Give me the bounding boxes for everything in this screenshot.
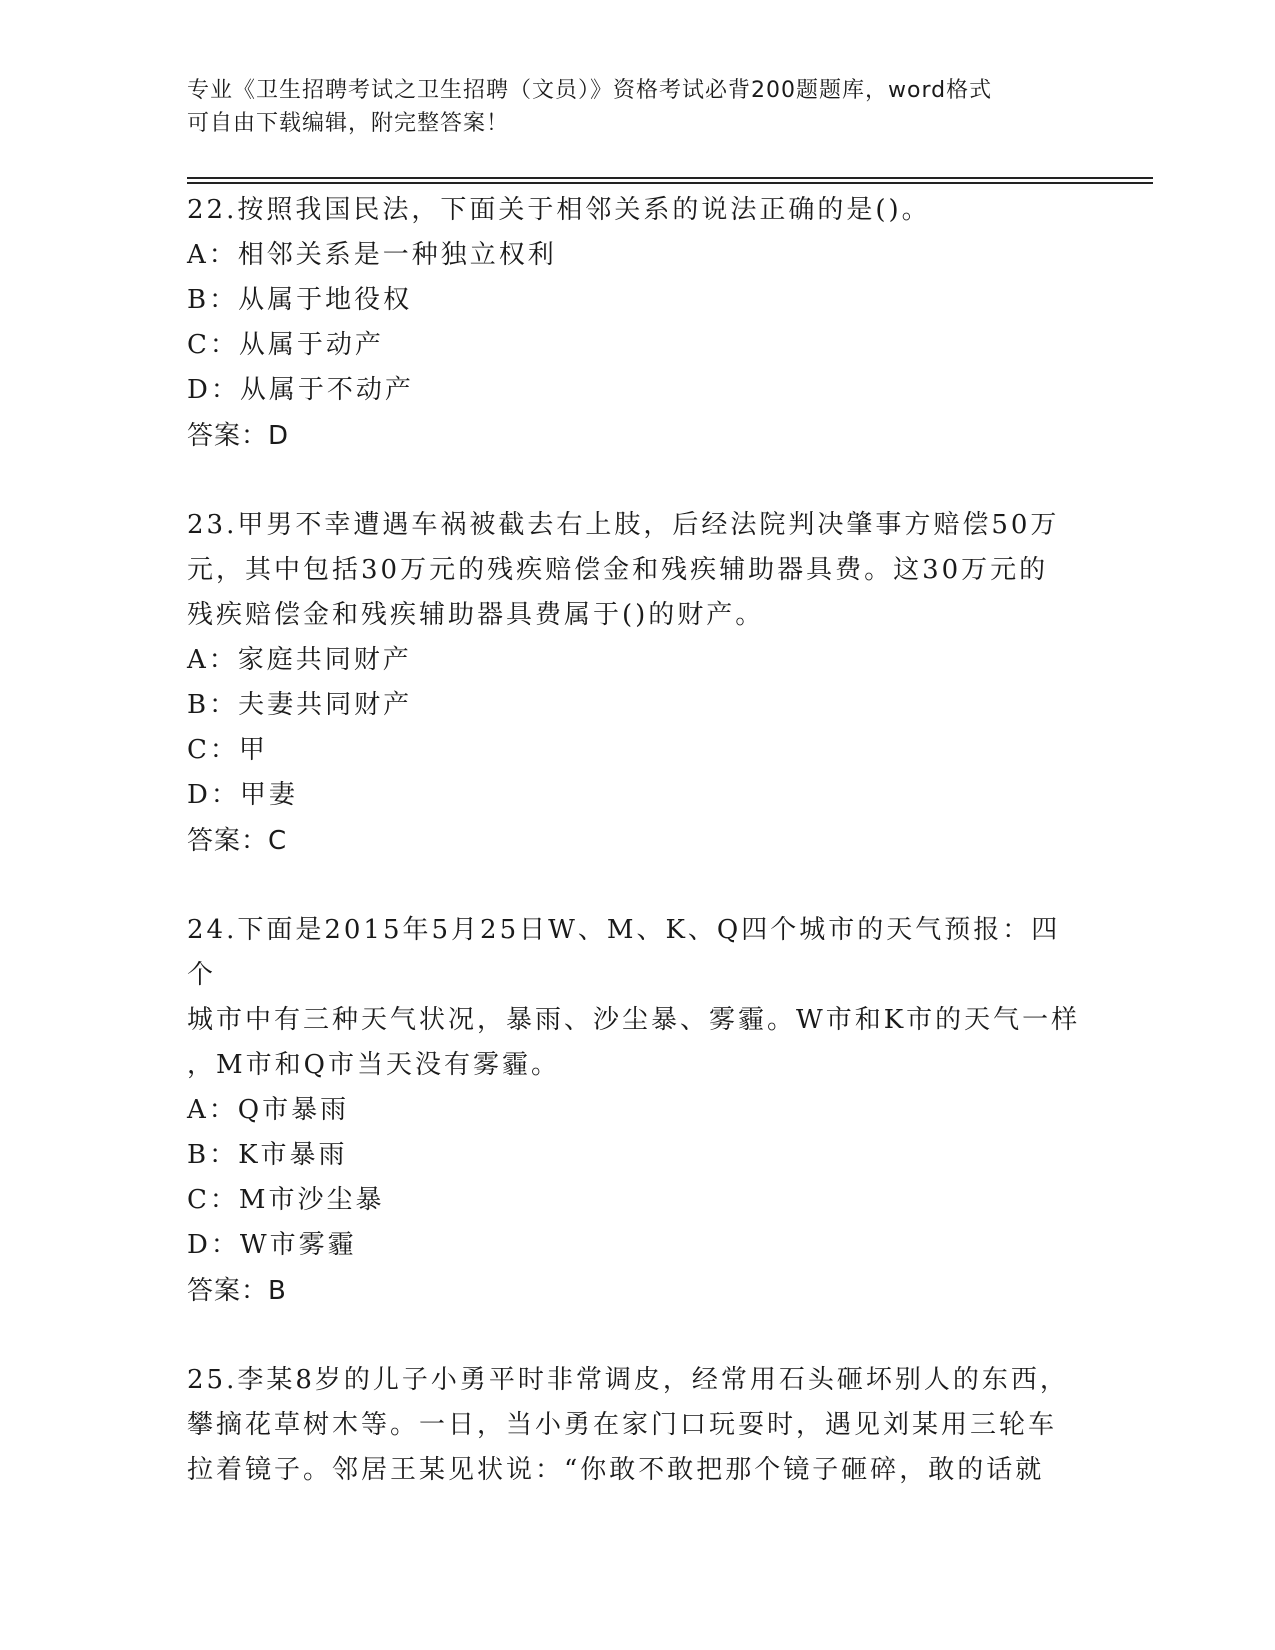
question-stem-line-2: 元，其中包括30万元的残疾赔偿金和残疾辅助器具费。这30万元的 xyxy=(187,555,1049,585)
question-stem-line-2: 攀摘花草树木等。一日，当小勇在家门口玩耍时，遇见刘某用三轮车 xyxy=(187,1410,1058,1440)
question-stem-line-2: 城市中有三种天气状况，暴雨、沙尘暴、雾霾。W市和K市的天气一样 xyxy=(187,1005,1081,1035)
option-c: C：从属于动产 xyxy=(187,330,384,360)
question-23 xyxy=(187,503,1087,864)
option-d: D：W市雾霾 xyxy=(187,1230,357,1260)
answer-value: C xyxy=(268,826,288,856)
option-d: D：从属于不动产 xyxy=(187,375,414,405)
header-line-2: 可自由下载编辑，附完整答案！ xyxy=(187,111,510,136)
option-b: B：从属于地役权 xyxy=(187,285,413,315)
answer-label: 答案： xyxy=(187,1276,269,1306)
option-b: B：K市暴雨 xyxy=(187,1140,348,1170)
header-line-1: 专业《卫生招聘考试之卫生招聘（文员）》资格考试必背200题题库，word格式 xyxy=(187,78,993,103)
option-d: D：甲妻 xyxy=(187,780,298,810)
question-stem-line-1: 24.下面是2015年5月25日W、M、K、Q四个城市的天气预报：四个 xyxy=(187,915,1061,990)
option-a: A：相邻关系是一种独立权利 xyxy=(187,240,557,270)
question-stem: 22.按照我国民法，下面关于相邻关系的说法正确的是()。 xyxy=(187,195,931,225)
question-25 xyxy=(187,1358,1087,1493)
answer-label: 答案： xyxy=(187,421,269,451)
answer-value: D xyxy=(268,421,290,451)
question-stem-line-1: 25.李某8岁的儿子小勇平时非常调皮，经常用石头砸坏别人的东西， xyxy=(187,1365,1069,1395)
option-a: A：Q市暴雨 xyxy=(187,1095,350,1125)
question-stem-line-3: ，M市和Q市当天没有雾霾。 xyxy=(187,1050,560,1080)
answer-label: 答案： xyxy=(187,826,269,856)
option-c: C：M市沙尘暴 xyxy=(187,1185,385,1215)
answer-line xyxy=(187,413,1087,459)
question-stem-line-1: 23.甲男不幸遭遇车祸被截去右上肢，后经法院判决肇事方赔偿50万 xyxy=(187,510,1060,540)
header-divider-top xyxy=(187,177,1153,179)
answer-line xyxy=(187,1268,1087,1314)
answer-line xyxy=(187,818,1087,864)
answer-value: B xyxy=(268,1276,287,1306)
document-header xyxy=(187,74,1067,140)
question-24 xyxy=(187,908,1087,1314)
question-22 xyxy=(187,188,1087,459)
option-a: A：家庭共同财产 xyxy=(187,645,412,675)
question-stem-line-3: 残疾赔偿金和残疾辅助器具费属于()的财产。 xyxy=(187,600,765,630)
header-divider-bottom xyxy=(187,182,1153,184)
option-c: C：甲 xyxy=(187,735,268,765)
question-list xyxy=(187,188,1087,1493)
question-stem-line-3: 拉着镜子。邻居王某见状说：“你敢不敢把那个镜子砸碎，敢的话就 xyxy=(187,1455,1045,1485)
option-b: B：夫妻共同财产 xyxy=(187,690,413,720)
